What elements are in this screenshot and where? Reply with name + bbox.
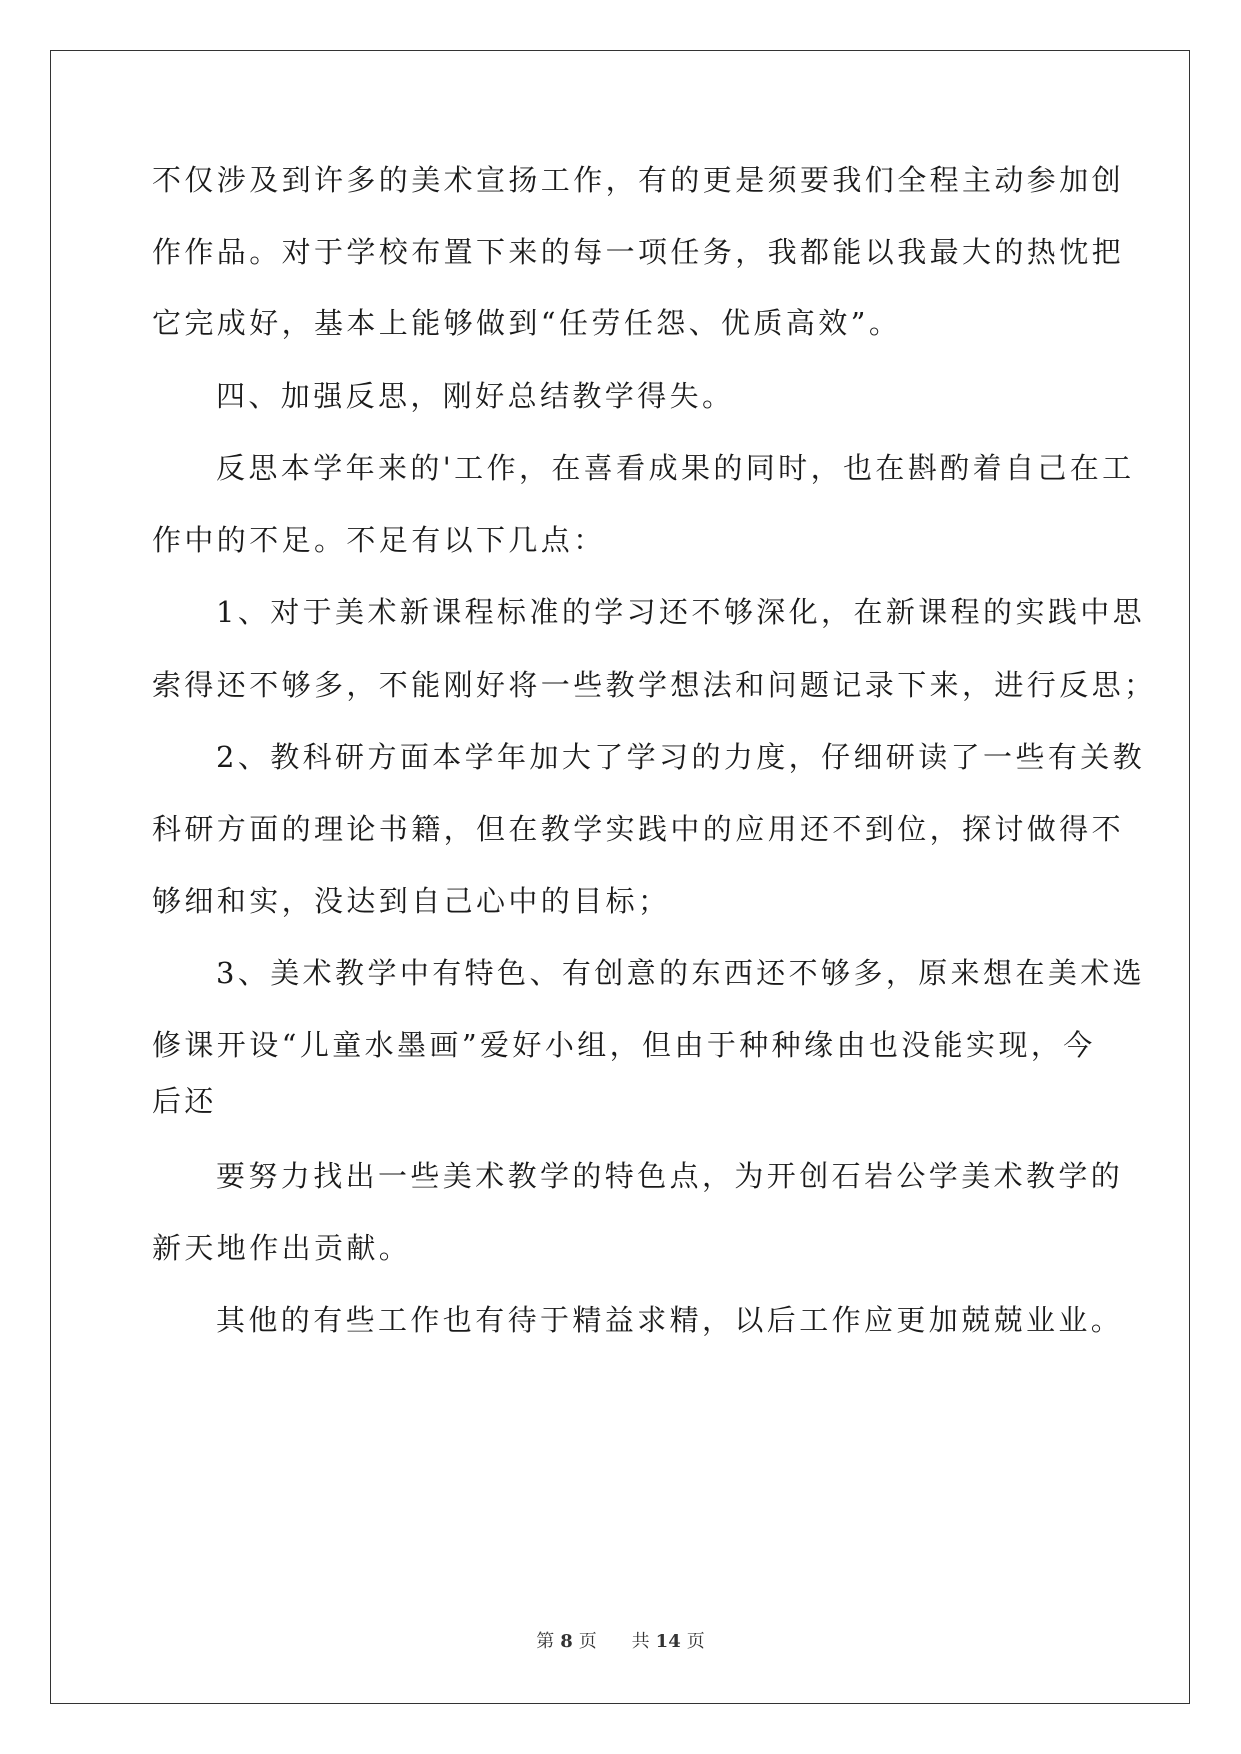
paragraph-line: 作作品。对于学校布置下来的每一项任务，我都能以我最大的热忱把 <box>152 235 1125 269</box>
paragraph-line: 要努力找出一些美术教学的特色点，为开创石岩公学美术教学的 <box>216 1159 1124 1193</box>
paragraph-line: 作中的不足。不足有以下几点： <box>152 523 606 557</box>
list-item-line: 3、美术教学中有特色、有创意的东西还不够多，原来想在美术选 <box>216 956 1146 990</box>
page-border <box>50 50 1190 1704</box>
list-item-line: 科研方面的理论书籍，但在教学实践中的应用还不到位，探讨做得不 <box>152 812 1125 846</box>
section-heading: 四、加强反思，刚好总结教学得失。 <box>216 379 735 413</box>
list-item-line: 2、教科研方面本学年加大了学习的力度，仔细研读了一些有关教 <box>216 740 1146 774</box>
list-item-line: 1、对于美术新课程标准的学习还不够深化，在新课程的实践中思 <box>216 595 1146 629</box>
list-item-line: 后还 <box>152 1084 217 1118</box>
page-footer <box>0 1627 1241 1653</box>
list-item-line: 索得还不够多，不能刚好将一些教学想法和问题记录下来，进行反思； <box>152 668 1157 702</box>
paragraph-line: 反思本学年来的'工作，在喜看成果的同时，也在斟酌着自己在工 <box>216 451 1135 485</box>
page-number: 第 8 页 <box>536 1631 597 1652</box>
paragraph-line: 它完成好，基本上能够做到“任劳任怨、优质高效”。 <box>152 306 902 340</box>
list-item-line: 够细和实，没达到自己心中的目标； <box>152 884 671 918</box>
paragraph-line: 不仅涉及到许多的美术宣扬工作，有的更是须要我们全程主动参加创 <box>152 163 1125 197</box>
paragraph-line: 新天地作出贡献。 <box>152 1231 412 1265</box>
list-item-line: 修课开设“儿童水墨画”爱好小组，但由于种种缘由也没能实现，今 <box>152 1028 1096 1062</box>
paragraph-line: 其他的有些工作也有待于精益求精，以后工作应更加兢兢业业。 <box>216 1303 1124 1337</box>
page-total: 共 14 页 <box>631 1631 705 1652</box>
